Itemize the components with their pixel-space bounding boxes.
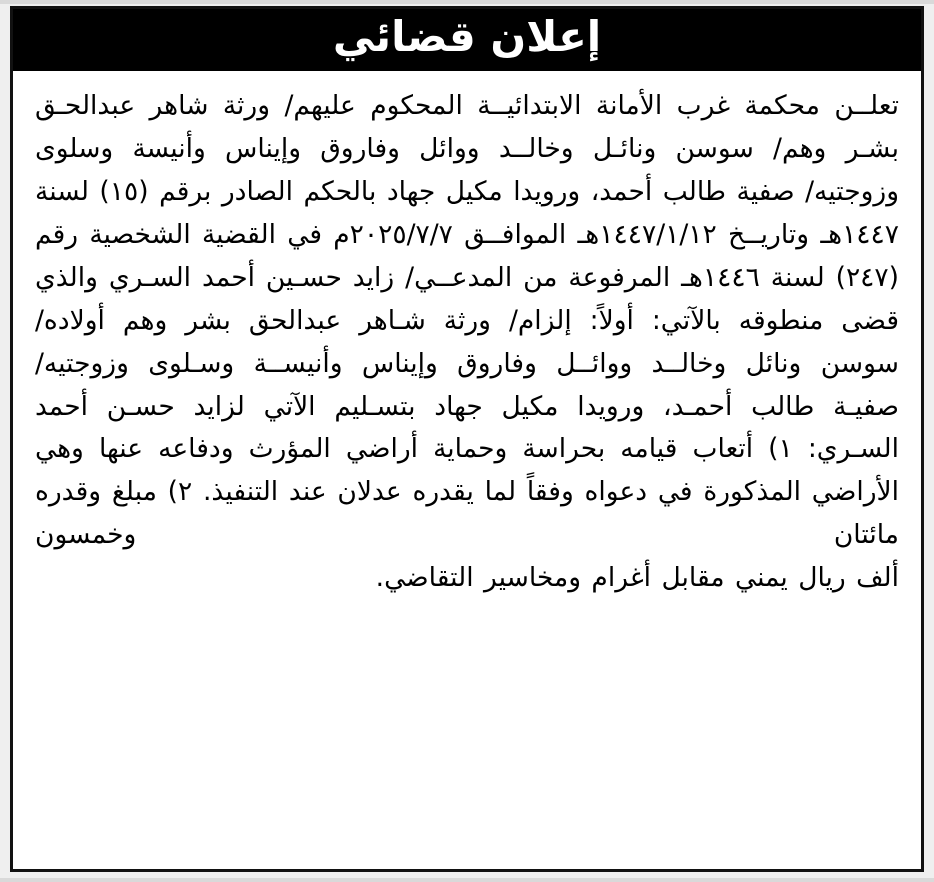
notice-header: [13, 9, 921, 71]
notice-paragraph-last-line: ألف ريال يمني مقابل أغرام ومخاسير التقاضي.: [375, 562, 899, 594]
page-title: إعلان قضائي: [332, 12, 602, 61]
notice-body: [13, 75, 921, 610]
scan-edge-bottom: [0, 878, 934, 882]
notice-paragraph-text: تعلــن محكمة غرب الأمانة الابتدائيــة المحكوم عليهم/ ورثة شاهر عبدالحـق بشـر وهم/ سوسن ونائـل وخالــد ووائل وفاروق وإيناس وأنيسة وسلوى وزوجتيه/ صفية طالب أحمد، ورويدا مكيل جهاد بالحكم الصادر برقم (١٥) لسنة ١٤٤٧هـ وتاريــخ ١٤٤٧/١/١٢هـ الموافــق ٢٠٢٥/٧/٧م في القضية الشخصية رقم (٢٤٧) لسنة ١٤٤٦هـ المرفوعة من المدعــي/ زايد حسـين أحمد السـري والذي قضى منطوقه بالآتي: أولاً: إلزام/ ورثة شـاهر عبدالحق بشر وهم أولاده/ سوسن ونائل وخالــد ووائــل وفاروق وإيناس وأنيســة وسـلوى وزوجتيه/ صفيـة طالب أحمـد، ورويدا مكيل جهاد بتسـليم الآتي لزايد حسـن أحمد السـري: ١) أتعاب قيامه بحراسة وحماية أراضي المؤرث ودفاعه عنها وهي الأراضي المذكورة في دعواه وفقاً لما يقدره عدلان عند التنفيذ. ٢) مبلغ وقدره مائتان وخمسون: [35, 90, 900, 551]
legal-notice-card: [10, 6, 924, 872]
notice-paragraph: [35, 85, 899, 600]
scan-edge-top: [0, 0, 934, 4]
